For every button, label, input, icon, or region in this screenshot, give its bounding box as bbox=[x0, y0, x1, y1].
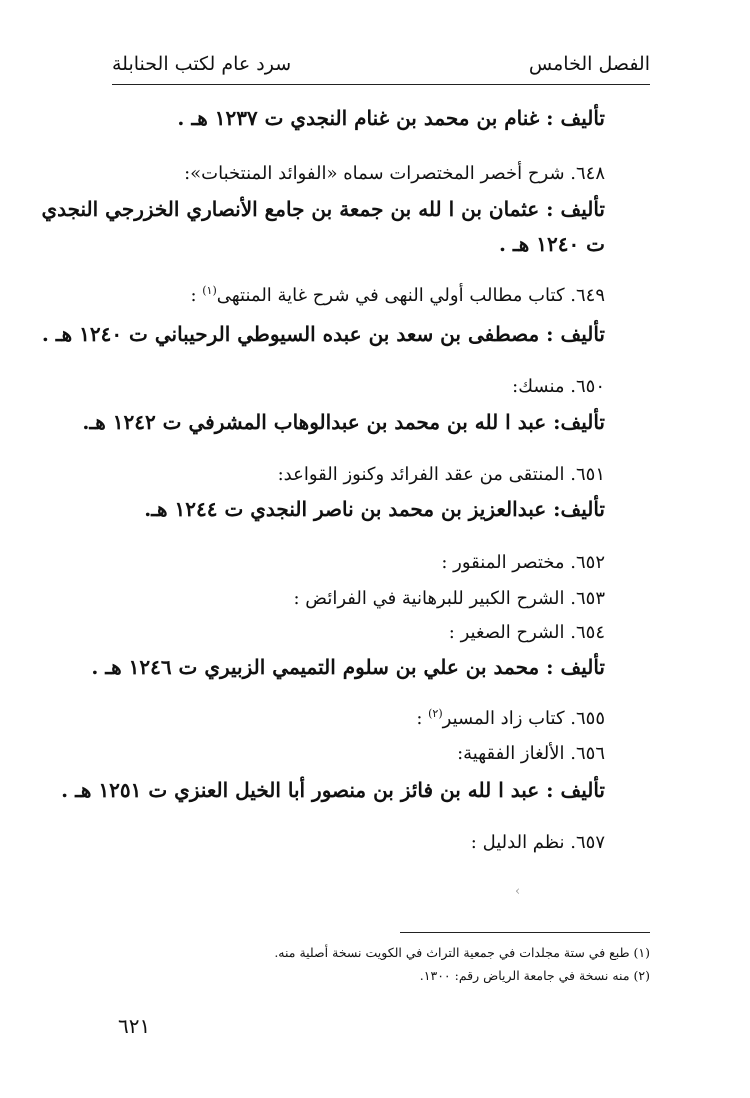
author-line: تأليف : غنام بن محمد بن غنام النجدي ت ١٢٣٧ هـ . bbox=[177, 106, 605, 130]
author-line: تأليف: عبد ا لله بن محمد بن عبدالوهاب المشرفي ت ١٢٤٢ هـ. bbox=[82, 410, 605, 434]
header-rule bbox=[112, 84, 650, 85]
entry-649: ٦٤٩. كتاب مطالب أولي النهى في شرح غاية المنتهى$^{(١)}$ : bbox=[190, 284, 605, 306]
footnote-ref-1: (١) bbox=[202, 284, 217, 297]
entry-648: ٦٤٨. شرح أخصر المختصرات سماه «الفوائد المنتخبات»: bbox=[184, 163, 605, 184]
footnote-1: (١) طبع في ستة مجلدات في جمعية التراث في الكويت نسخة أصلية منه. bbox=[274, 945, 650, 960]
running-header bbox=[112, 46, 650, 82]
footnote-2: (٢) منه نسخة في جامعة الرياض رقم: ١٣٠٠. bbox=[419, 968, 650, 983]
entry-651: ٦٥١. المنتقى من عقد الفرائد وكنوز القواعد: bbox=[277, 464, 605, 485]
author-line: تأليف : مصطفى بن سعد بن عبده السيوطي الرحيباني ت ١٢٤٠ هـ . bbox=[41, 322, 605, 346]
entry-655: ٦٥٥. كتاب زاد المسير$^{(٢)}$ : bbox=[416, 707, 605, 729]
entry-654: ٦٥٤. الشرح الصغير : bbox=[448, 622, 605, 643]
entry-653: ٦٥٣. الشرح الكبير للبرهانية في الفرائض : bbox=[293, 588, 605, 609]
page-number: ٦٢١ bbox=[118, 1014, 151, 1038]
footnote-ref-2: (٢) bbox=[428, 707, 443, 720]
book-title: سرد عام لكتب الحنابلة bbox=[112, 53, 292, 75]
author-line: تأليف : عبد ا لله بن فائز بن منصور أبا الخيل العنزي ت ١٢٥١ هـ . bbox=[61, 778, 605, 802]
footnote-rule bbox=[400, 932, 650, 933]
pencil-mark: ‹ bbox=[515, 884, 521, 899]
author-line: تأليف: عبدالعزيز بن محمد بن ناصر النجدي ت ١٢٤٤ هـ. bbox=[144, 497, 605, 521]
author-line: تأليف : محمد بن علي بن سلوم التميمي الزبيري ت ١٢٤٦ هـ . bbox=[91, 655, 605, 679]
chapter-title: الفصل الخامس bbox=[528, 53, 650, 75]
entry-656: ٦٥٦. الألغاز الفقهية: bbox=[457, 743, 605, 764]
entry-650: ٦٥٠. منسك: bbox=[512, 376, 605, 397]
author-line: تأليف : عثمان بن ا لله بن جمعة بن جامع الأنصاري الخزرجي النجدي bbox=[41, 197, 605, 221]
entry-652: ٦٥٢. مختصر المنقور : bbox=[441, 552, 605, 573]
author-line-continued: ت ١٢٤٠ هـ . bbox=[498, 232, 605, 256]
entry-657: ٦٥٧. نظم الدليل : bbox=[470, 832, 605, 853]
